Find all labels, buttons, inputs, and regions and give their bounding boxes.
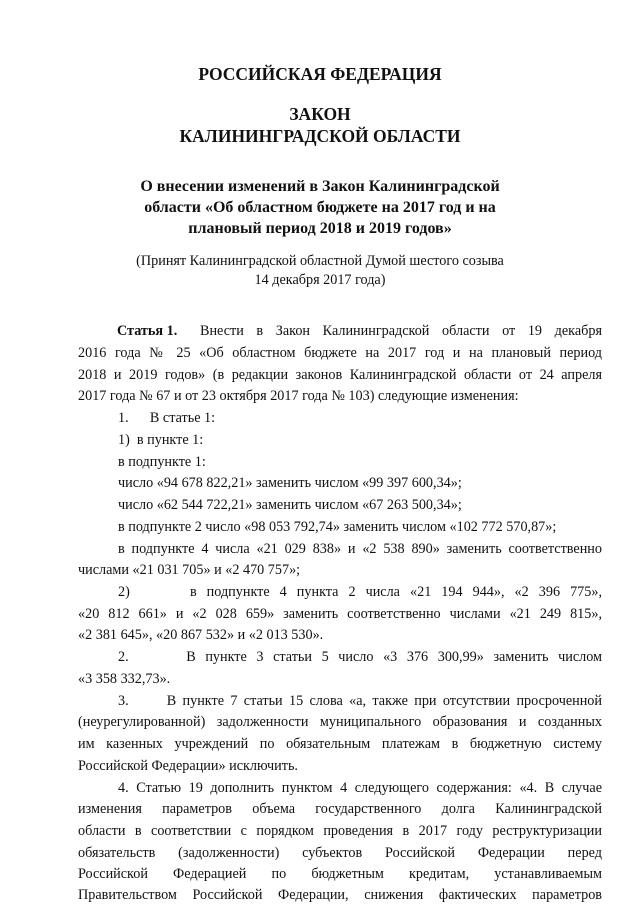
article-line: (неурегулированной) задолженности муниципального образования и созданных	[78, 714, 602, 730]
law-title-line: плановый период 2018 и 2019 годов»	[188, 220, 452, 237]
article-line: Правительством Российской Федерации, снижения фактических параметров	[78, 887, 602, 903]
article-line: 2) в подпункте 4 пункта 2 числа «21 194 944», «2 396 775»,	[118, 584, 602, 600]
article-line: в подпункте 2 число «98 053 792,74» заменить числом «102 772 570,87»;	[118, 519, 557, 535]
federation-heading: РОССИЙСКАЯ ФЕДЕРАЦИЯ	[198, 64, 442, 84]
article-line: 4. Статью 19 дополнить пунктом 4 следующего содержания: «4. В случае	[118, 780, 602, 796]
article-line: число «62 544 722,21» заменить числом «67 263 500,34»;	[118, 497, 462, 513]
article-line: обязательств (задолженности) субъектов Российской Федерации перед	[78, 845, 602, 861]
article-line: 3. В пункте 7 статьи 15 слова «а, также при отсутствии просроченной	[118, 693, 602, 709]
article-line: число «94 678 822,21» заменить числом «99 397 600,34»;	[118, 475, 462, 491]
article-line: им казенных учреждений по обязательным платежам в бюджетную систему	[78, 736, 602, 752]
article-line: 2018 и 2019 годов» (в редакции законов Калининградской области от 24 апреля	[78, 367, 602, 383]
article-line: в подпункте 4 числа «21 029 838» и «2 538 890» заменить соответственно	[118, 541, 602, 557]
law-title-line: области «Об областном бюджете на 2017 год и на	[144, 199, 496, 216]
article-line: Российской Федерацией по бюджетным кредитам, устанавливаемым	[78, 866, 602, 882]
article-line: числами «21 031 705» и «2 470 757»;	[78, 562, 301, 578]
article-line: Российской Федерации» исключить.	[78, 758, 298, 774]
article-line: в подпункте 1:	[118, 454, 206, 470]
article-line: 2. В пункте 3 статьи 5 число «3 376 300,99» заменить числом	[118, 649, 602, 665]
law-heading: ЗАКОН	[289, 104, 351, 124]
article-line: 2016 года № 25 «Об областном бюджете на 2017 год и на плановый период	[78, 345, 602, 361]
article-line: 1) в пункте 1:	[118, 432, 204, 448]
article-line: «2 381 645», «20 867 532» и «2 013 530».	[78, 627, 324, 643]
article-line: «20 812 661» и «2 028 659» заменить соответственно числами «21 249 815»,	[78, 606, 602, 622]
adoption-note-line: (Принят Калининградской областной Думой шестого созыва	[136, 253, 504, 269]
article-line: 1. В статье 1:	[118, 410, 216, 426]
article-line: изменения параметров объема государственного долга Калининградской	[78, 801, 602, 817]
article-label-text: Статья 1.	[117, 323, 178, 339]
article-label	[117, 322, 177, 340]
region-heading: КАЛИНИНГРАДСКОЙ ОБЛАСТИ	[179, 126, 461, 146]
article-line: 2017 года № 67 и от 23 октября 2017 года № 103) следующие изменения:	[78, 388, 519, 404]
article-line: области в соответствии с порядком проведения в 2017 году реструктуризации	[78, 823, 602, 839]
article-line: «3 358 332,73».	[78, 671, 171, 687]
law-title-line: О внесении изменений в Закон Калининградской	[140, 178, 500, 195]
adoption-note-line: 14 декабря 2017 года)	[254, 272, 386, 288]
article-line: Внести в Закон Калининградской области от 19 декабря	[200, 323, 602, 339]
